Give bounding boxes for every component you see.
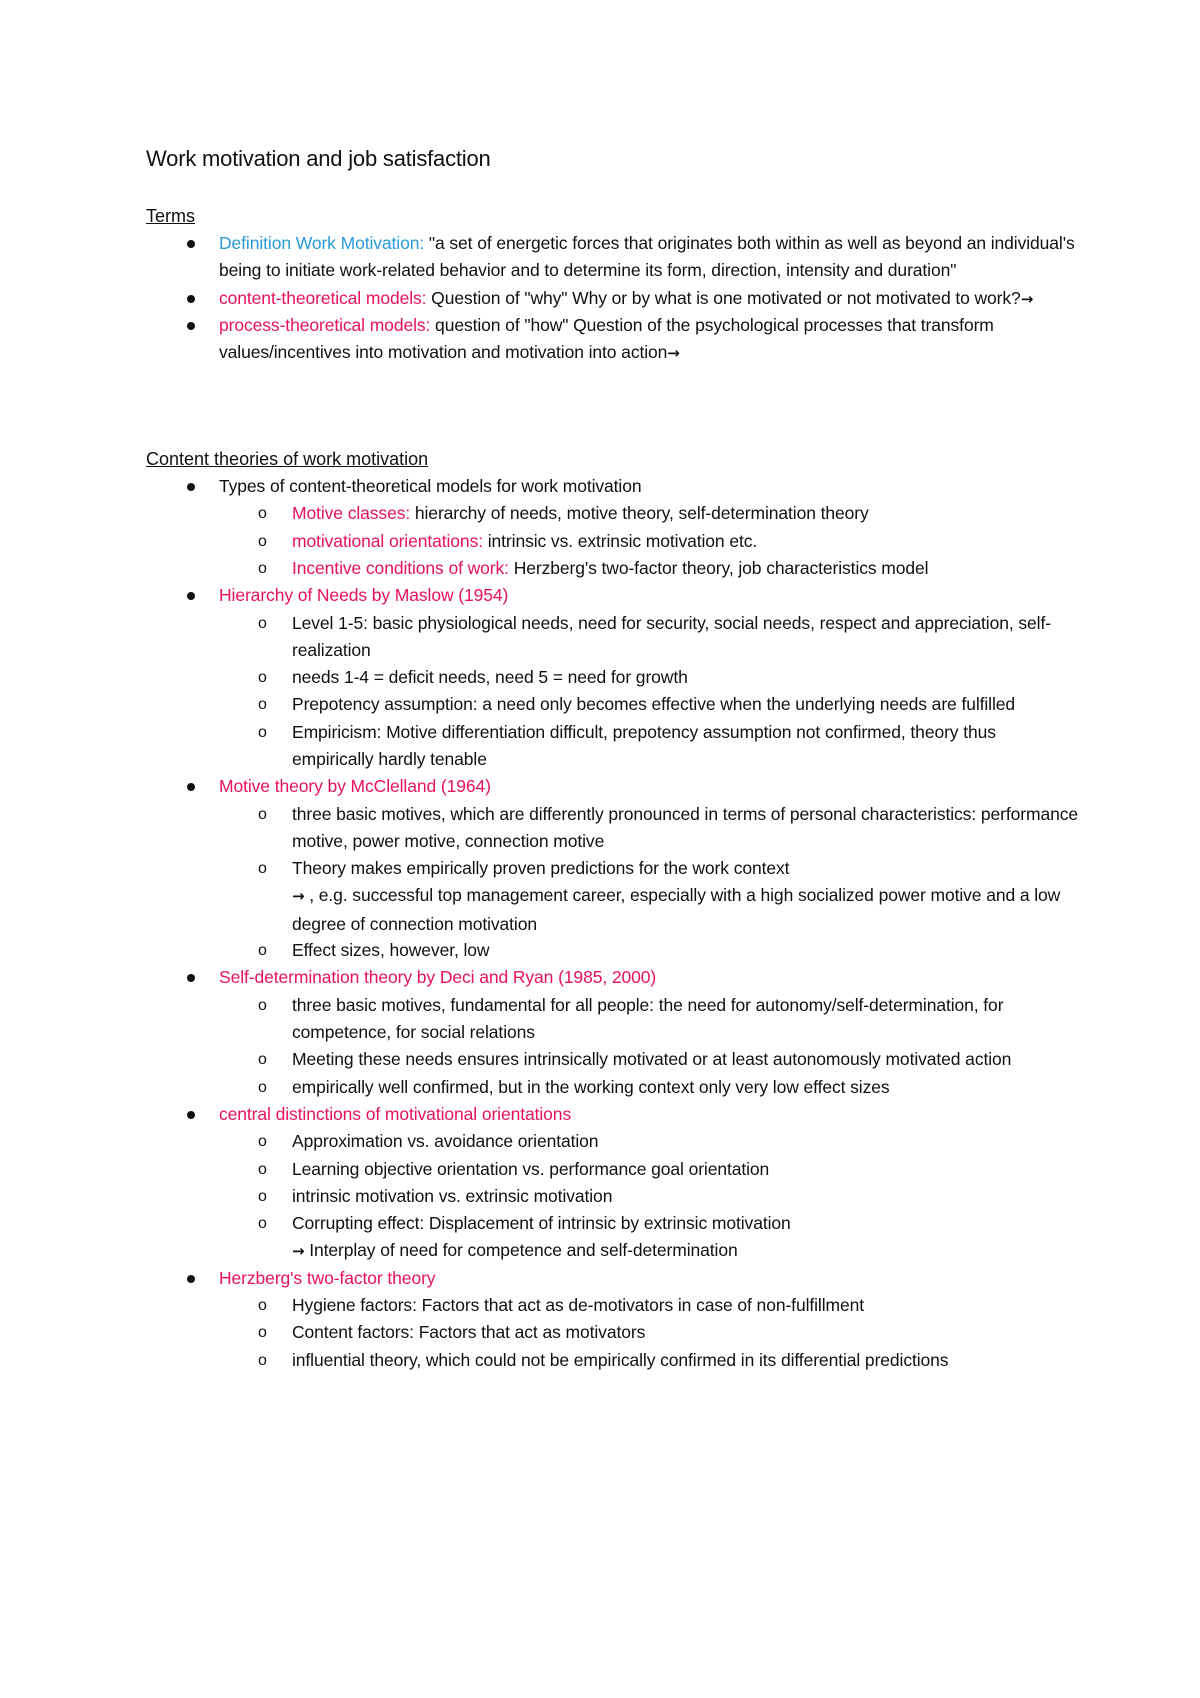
content-sub-item xyxy=(292,1156,1082,1183)
item-text: Corrupting effect: Displacement of intrinsic by extrinsic motivation xyxy=(292,1213,791,1234)
sub-bullet-marker: o xyxy=(258,669,267,687)
content-sub-item xyxy=(292,1319,1082,1346)
sub-bullet-marker: o xyxy=(258,860,267,878)
arrow-icon: → xyxy=(292,1242,305,1261)
content-item xyxy=(219,1265,1079,1292)
item-label: Herzberg's two-factor theory xyxy=(219,1267,436,1288)
item-text: Types of content-theoretical models for work motivation xyxy=(219,476,642,496)
item-text: Content factors: Factors that act as motivators xyxy=(292,1322,646,1343)
item-text: Learning objective orientation vs. performance goal orientation xyxy=(292,1158,770,1179)
content-sub-item xyxy=(292,1347,1082,1374)
item-label: Definition Work Motivation: xyxy=(219,233,425,253)
bullet-dot xyxy=(187,783,195,791)
item-text: needs 1-4 = deficit needs, need 5 = need for growth xyxy=(292,667,688,688)
item-label: content-theoretical models: xyxy=(219,287,427,308)
content-sub-item xyxy=(292,1183,1082,1210)
terms-item xyxy=(219,285,1079,313)
content-sub-item xyxy=(292,664,1082,691)
item-text: intrinsic vs. extrinsic motivation etc. xyxy=(482,530,758,551)
terms-item xyxy=(219,230,1079,285)
content-item xyxy=(219,773,1079,800)
item-text: intrinsic motivation vs. extrinsic motivation xyxy=(292,1185,613,1206)
sub-bullet-marker: o xyxy=(258,723,267,741)
item-text: Approximation vs. avoidance orientation xyxy=(292,1131,599,1152)
item-text: question of "how" Question of the psychological processes that transform values/incentives into motivation and motivation into action xyxy=(219,314,994,363)
content-sub-item xyxy=(292,1046,1082,1073)
item-label: motivational orientations: xyxy=(292,530,483,551)
item-text: Effect sizes, however, low xyxy=(292,940,490,961)
content-sub-item xyxy=(292,691,1082,718)
item-text: "a set of energetic forces that originates both within as well as beyond an individual's being to initiate work-related behavior and to determine its form, direction, intensity and duration" xyxy=(219,233,1075,281)
item-label: Hierarchy of Needs by Maslow (1954) xyxy=(219,585,509,606)
page-title: Work motivation and job satisfaction xyxy=(146,146,491,171)
terms-item xyxy=(219,312,1079,368)
sub-bullet-marker: o xyxy=(258,1078,267,1096)
item-text-continued: , e.g. successful top management career, especially with a high socialized power motive and a low degree of connection motivation xyxy=(292,885,1061,934)
arrow-icon: → xyxy=(292,887,305,906)
sub-bullet-marker: o xyxy=(258,996,267,1014)
item-text: Level 1-5: basic physiological needs, need for security, social needs, respect and appreciation, self-realization xyxy=(292,612,1051,660)
bullet-dot xyxy=(187,592,195,600)
content-sub-item xyxy=(292,1210,1082,1266)
sub-bullet-marker: o xyxy=(258,559,267,577)
sub-bullet-marker: o xyxy=(258,614,267,632)
content-sub-item xyxy=(292,1074,1082,1101)
item-text: empirically well confirmed, but in the working context only very low effect sizes xyxy=(292,1076,890,1097)
bullet-dot xyxy=(187,240,195,248)
item-label: Motive theory by McClelland (1964) xyxy=(219,776,491,797)
content-sub-item xyxy=(292,992,1082,1047)
content-sub-item xyxy=(292,855,1082,938)
bullet-dot xyxy=(187,483,195,491)
sub-bullet-marker: o xyxy=(258,1051,267,1069)
bullet-dot xyxy=(187,295,195,303)
content-sub-item xyxy=(292,1292,1082,1319)
content-sub-item xyxy=(292,555,1082,582)
item-label: Motive classes: xyxy=(292,503,411,524)
content-item xyxy=(219,582,1079,609)
content-item xyxy=(219,964,1079,991)
arrow-icon: → xyxy=(1020,289,1034,308)
item-text: Hygiene factors: Factors that act as de-motivators in case of non-fulfillment xyxy=(292,1295,864,1315)
item-label: central distinctions of motivational orientations xyxy=(219,1103,572,1124)
item-text: Empiricism: Motive differentiation difficult, prepotency assumption not confirmed, theory thus empirically hardly tenable xyxy=(292,721,996,769)
section-heading-terms: Terms xyxy=(146,206,195,226)
content-sub-item xyxy=(292,801,1082,856)
content-sub-item xyxy=(292,1128,1082,1155)
content-sub-item xyxy=(292,610,1082,665)
item-text: influential theory, which could not be empirically confirmed in its differential predictions xyxy=(292,1349,949,1370)
item-text: Herzberg's two-factor theory, job characteristics model xyxy=(508,557,929,578)
bullet-dot xyxy=(187,322,195,330)
sub-bullet-marker: o xyxy=(258,942,267,960)
item-text: three basic motives, fundamental for all people: the need for autonomy/self-determination, for competence, for social relations xyxy=(292,994,1004,1042)
sub-bullet-marker: o xyxy=(258,696,267,714)
content-sub-item xyxy=(292,719,1082,774)
sub-bullet-marker: o xyxy=(258,1133,267,1151)
content-sub-item xyxy=(292,500,1082,527)
sub-bullet-marker: o xyxy=(258,1215,267,1233)
item-text: Theory makes empirically proven predictions for the work context xyxy=(292,858,790,879)
arrow-icon: → xyxy=(667,344,680,363)
item-label: Incentive conditions of work: xyxy=(292,557,509,578)
sub-bullet-marker: o xyxy=(258,505,267,523)
item-text-continued: Interplay of need for competence and self-determination xyxy=(304,1240,738,1261)
item-label: process-theoretical models: xyxy=(219,314,431,335)
sub-bullet-marker: o xyxy=(258,1187,267,1205)
sub-bullet-marker: o xyxy=(258,532,267,550)
item-text: hierarchy of needs, motive theory, self-determination theory xyxy=(410,503,869,524)
sub-bullet-marker: o xyxy=(258,805,267,823)
sub-bullet-marker: o xyxy=(258,1160,267,1178)
sub-bullet-marker: o xyxy=(258,1324,267,1342)
content-item xyxy=(219,473,1079,500)
bullet-dot xyxy=(187,974,195,982)
sub-bullet-marker: o xyxy=(258,1351,267,1369)
bullet-dot xyxy=(187,1111,195,1119)
item-text: Meeting these needs ensures intrinsically motivated or at least autonomously motivated action xyxy=(292,1049,1012,1070)
section-heading-content-theories: Content theories of work motivation xyxy=(146,449,429,469)
content-sub-item xyxy=(292,528,1082,555)
content-sub-item xyxy=(292,937,1082,964)
item-text: three basic motives, which are differently pronounced in terms of personal characteristics: performance motive, power motive, connection motive xyxy=(292,803,1079,851)
item-text: Prepotency assumption: a need only becomes effective when the underlying needs are fulfilled xyxy=(292,694,1016,715)
content-item xyxy=(219,1101,1079,1128)
item-label: Self-determination theory by Deci and Ryan (1985, 2000) xyxy=(219,967,657,988)
item-text: Question of "why" Why or by what is one motivated or not motivated to work? xyxy=(426,287,1021,308)
bullet-dot xyxy=(187,1275,195,1283)
sub-bullet-marker: o xyxy=(258,1297,267,1314)
